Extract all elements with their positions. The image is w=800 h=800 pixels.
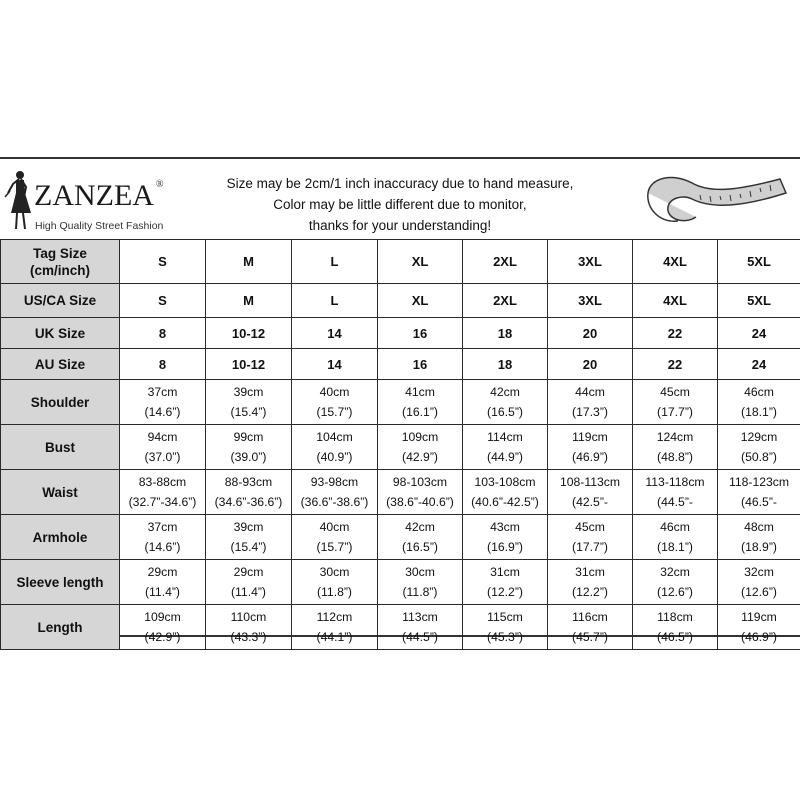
size-cell [378, 560, 463, 605]
size-cell [548, 380, 633, 425]
imperial-value: (12.2”) [572, 585, 608, 599]
metric-value: 112cm [316, 610, 353, 624]
metric-value: 88-93cm [224, 475, 273, 489]
imperial-value: (16.9”) [487, 540, 523, 554]
metric-value: 99cm [233, 430, 264, 444]
table-row [1, 349, 800, 380]
size-cell [718, 605, 800, 650]
imperial-value: (44.5”) [402, 630, 438, 644]
row-label [1, 349, 120, 380]
notice-line-3: thanks for your understanding! [308, 218, 492, 233]
size-cell: 3XL [548, 284, 633, 318]
imperial-value: (14.6”) [144, 405, 181, 419]
metric-value: 40cm [319, 385, 350, 399]
row-label-line: AU Size [34, 356, 86, 372]
size-cell [378, 470, 463, 515]
metric-value: 44cm [575, 385, 605, 399]
metric-value: 109cm [401, 430, 439, 444]
imperial-value: (11.4”) [231, 585, 266, 599]
metric-value: 37cm [147, 520, 178, 534]
size-cell: L [292, 240, 378, 284]
table-row [1, 318, 800, 349]
metric-value: 43cm [490, 520, 520, 534]
size-cell [292, 380, 378, 425]
imperial-value: (16.5”) [487, 405, 523, 419]
size-cell [633, 380, 718, 425]
size-cell [718, 380, 800, 425]
metric-value: 118cm [657, 610, 693, 624]
row-label-line: Bust [45, 439, 75, 455]
imperial-value: (42.5”- [572, 495, 608, 509]
table-row [1, 470, 800, 515]
imperial-value: (44.9”) [487, 450, 523, 464]
metric-value: 119cm [741, 610, 777, 624]
size-cell [633, 425, 718, 470]
row-label-line: Armhole [32, 529, 88, 545]
metric-value: 31cm [490, 565, 520, 579]
metric-value: 41cm [405, 385, 435, 399]
size-cell: M [206, 240, 292, 284]
size-cell: L [292, 284, 378, 318]
metric-value: 113cm [402, 610, 438, 624]
imperial-value: (15.4”) [230, 405, 267, 419]
imperial-value: (40.6”-42.5”) [471, 495, 539, 509]
brand-tagline: High Quality Street Fashion [35, 220, 164, 232]
row-label-line: Waist [42, 484, 78, 500]
imperial-value: (14.6”) [144, 540, 181, 554]
size-cell: 18 [463, 349, 548, 380]
imperial-value: (12.2”) [487, 585, 523, 599]
size-cell: 4XL [633, 284, 718, 318]
row-label [1, 284, 120, 318]
metric-value: 103-108cm [474, 475, 536, 489]
imperial-value: (11.8”) [402, 585, 438, 599]
size-cell [206, 470, 292, 515]
row-label [1, 240, 120, 284]
size-cell [206, 515, 292, 560]
size-cell [633, 470, 718, 515]
imperial-value: (11.8”) [317, 585, 352, 599]
row-label [1, 605, 120, 650]
imperial-value: (37.0”) [144, 450, 181, 464]
metric-value: 115cm [487, 610, 523, 624]
size-cell: 10-12 [206, 349, 292, 380]
imperial-value: (17.7”) [572, 540, 608, 554]
table-row [1, 240, 800, 284]
size-cell: 14 [292, 318, 378, 349]
metric-value: 45cm [660, 385, 690, 399]
metric-value: 46cm [660, 520, 690, 534]
brand-name: ZANZEA ® [34, 179, 164, 212]
size-cell [463, 380, 548, 425]
table-row [1, 560, 800, 605]
imperial-value: (12.6”) [741, 585, 777, 599]
metric-value: 48cm [744, 520, 774, 534]
size-cell [718, 470, 800, 515]
size-cell [120, 605, 206, 650]
size-cell: XL [378, 284, 463, 318]
size-cell: 22 [633, 349, 718, 380]
metric-value: 32cm [744, 565, 774, 579]
imperial-value: (50.8”) [741, 450, 777, 464]
metric-value: 113-118cm [645, 475, 705, 489]
registered-mark: ® [155, 179, 164, 190]
size-cell: 3XL [548, 240, 633, 284]
metric-value: 42cm [490, 385, 520, 399]
imperial-value: (12.6”) [657, 585, 693, 599]
row-label-line: UK Size [34, 325, 86, 341]
metric-value: 40cm [319, 520, 350, 534]
row-label-line: Sleeve length [16, 574, 104, 590]
size-cell [548, 425, 633, 470]
imperial-value: (15.7”) [316, 540, 353, 554]
table-row [1, 284, 800, 318]
table-row [1, 380, 800, 425]
imperial-value: (15.4”) [230, 540, 267, 554]
imperial-value: (36.6”-38.6”) [300, 495, 369, 509]
size-cell [292, 515, 378, 560]
imperial-value: (46.5”- [741, 495, 777, 509]
size-cell: 2XL [463, 284, 548, 318]
size-cell: 14 [292, 349, 378, 380]
metric-value: 108-113cm [559, 475, 621, 489]
size-cell: 5XL [718, 240, 800, 284]
imperial-value: (16.5”) [402, 540, 438, 554]
brand-logo [2, 167, 182, 232]
chart-header [0, 159, 800, 239]
metric-value: 39cm [233, 385, 264, 399]
size-cell [292, 560, 378, 605]
imperial-value: (18.1”) [741, 405, 777, 419]
size-cell [633, 515, 718, 560]
notice-line-2: Color may be little different due to monitor, [273, 197, 527, 212]
row-label-line: Length [37, 619, 83, 635]
metric-value: 129cm [740, 430, 778, 444]
size-cell: 20 [548, 349, 633, 380]
metric-value: 119cm [572, 430, 608, 444]
metric-value: 39cm [233, 520, 264, 534]
imperial-value: (46.9”) [572, 450, 608, 464]
imperial-value: (18.9”) [741, 540, 777, 554]
size-cell [548, 470, 633, 515]
metric-value: 45cm [575, 520, 605, 534]
size-table [0, 239, 800, 650]
metric-value: 124cm [656, 430, 694, 444]
size-cell [206, 605, 292, 650]
size-cell [292, 605, 378, 650]
metric-value: 93-98cm [310, 475, 359, 489]
size-cell [718, 560, 800, 605]
imperial-value: (15.7”) [316, 405, 353, 419]
size-cell: 16 [378, 318, 463, 349]
imperial-value: (11.4”) [145, 585, 180, 599]
size-cell: 8 [120, 349, 206, 380]
metric-value: 32cm [660, 565, 690, 579]
metric-value: 83-88cm [138, 475, 187, 489]
imperial-value: (48.8”) [657, 450, 693, 464]
size-cell: 22 [633, 318, 718, 349]
size-cell: 24 [718, 318, 800, 349]
size-cell: 24 [718, 349, 800, 380]
table-row [1, 515, 800, 560]
size-cell [463, 515, 548, 560]
metric-value: 114cm [487, 430, 523, 444]
size-cell: M [206, 284, 292, 318]
row-label [1, 470, 120, 515]
metric-value: 94cm [147, 430, 178, 444]
size-chart [0, 157, 800, 644]
size-cell [548, 515, 633, 560]
row-label-line: Tag Size [33, 245, 87, 261]
size-cell: 4XL [633, 240, 718, 284]
size-cell [120, 425, 206, 470]
imperial-value: (32.7”-34.6”) [128, 495, 197, 509]
metric-value: 30cm [405, 565, 435, 579]
imperial-value: (16.1”) [402, 405, 438, 419]
metric-value: 37cm [147, 385, 178, 399]
metric-value: 109cm [144, 610, 181, 624]
imperial-value: (46.5”) [657, 630, 693, 644]
size-cell [206, 380, 292, 425]
size-cell [463, 560, 548, 605]
size-cell: 10-12 [206, 318, 292, 349]
size-cell [120, 560, 206, 605]
metric-value: 30cm [319, 565, 350, 579]
size-cell: 2XL [463, 240, 548, 284]
size-cell [463, 425, 548, 470]
size-cell [633, 605, 718, 650]
metric-value: 46cm [744, 385, 774, 399]
size-cell [292, 425, 378, 470]
imperial-value: (18.1”) [657, 540, 693, 554]
table-row [1, 425, 800, 470]
size-cell [206, 425, 292, 470]
row-label [1, 515, 120, 560]
size-cell [206, 560, 292, 605]
notice-line-1: Size may be 2cm/1 inch inaccuracy due to hand measure, [226, 176, 574, 191]
metric-value: 98-103cm [392, 475, 448, 489]
size-cell [292, 470, 378, 515]
size-cell: 20 [548, 318, 633, 349]
metric-value: 104cm [316, 430, 353, 444]
size-cell [378, 425, 463, 470]
size-cell [463, 470, 548, 515]
metric-value: 110cm [230, 610, 267, 624]
imperial-value: (45.7”) [572, 630, 608, 644]
size-cell: S [120, 284, 206, 318]
imperial-value: (17.3”) [572, 405, 608, 419]
row-label-line: (cm/inch) [29, 262, 90, 278]
size-cell: XL [378, 240, 463, 284]
imperial-value: (40.9”) [316, 450, 353, 464]
size-cell [548, 560, 633, 605]
size-cell: 18 [463, 318, 548, 349]
metric-value: 42cm [405, 520, 435, 534]
imperial-value: (39.0”) [230, 450, 267, 464]
imperial-value: (44.1”) [316, 630, 353, 644]
imperial-value: (42.9”) [402, 450, 438, 464]
size-cell [378, 380, 463, 425]
size-cell [463, 605, 548, 650]
imperial-value: (42.9”) [144, 630, 181, 644]
row-label [1, 318, 120, 349]
size-cell [548, 605, 633, 650]
measurement-notice [200, 173, 600, 236]
imperial-value: (34.6”-36.6”) [214, 495, 283, 509]
row-label [1, 380, 120, 425]
row-label [1, 560, 120, 605]
row-label [1, 425, 120, 470]
imperial-value: (44.5”- [657, 495, 693, 509]
imperial-value: (46.9”) [741, 630, 777, 644]
size-cell: 8 [120, 318, 206, 349]
metric-value: 116cm [572, 610, 608, 624]
size-cell [120, 470, 206, 515]
imperial-value: (38.6”-40.6”) [386, 495, 454, 509]
size-cell [633, 560, 718, 605]
size-cell: 5XL [718, 284, 800, 318]
metric-value: 29cm [233, 565, 264, 579]
size-cell: S [120, 240, 206, 284]
metric-value: 29cm [147, 565, 178, 579]
size-cell [120, 380, 206, 425]
size-cell [718, 515, 800, 560]
imperial-value: (17.7”) [657, 405, 693, 419]
size-cell [120, 515, 206, 560]
metric-value: 118-123cm [728, 475, 790, 489]
row-label-line: US/CA Size [23, 293, 97, 308]
metric-value: 31cm [575, 565, 605, 579]
size-cell [378, 515, 463, 560]
size-cell [378, 605, 463, 650]
size-cell [718, 425, 800, 470]
row-label-line: Shoulder [30, 394, 90, 410]
table-row [1, 605, 800, 650]
size-cell: 16 [378, 349, 463, 380]
measuring-tape-icon [640, 163, 790, 240]
imperial-value: (45.3”) [487, 630, 523, 644]
imperial-value: (43.3”) [230, 630, 267, 644]
